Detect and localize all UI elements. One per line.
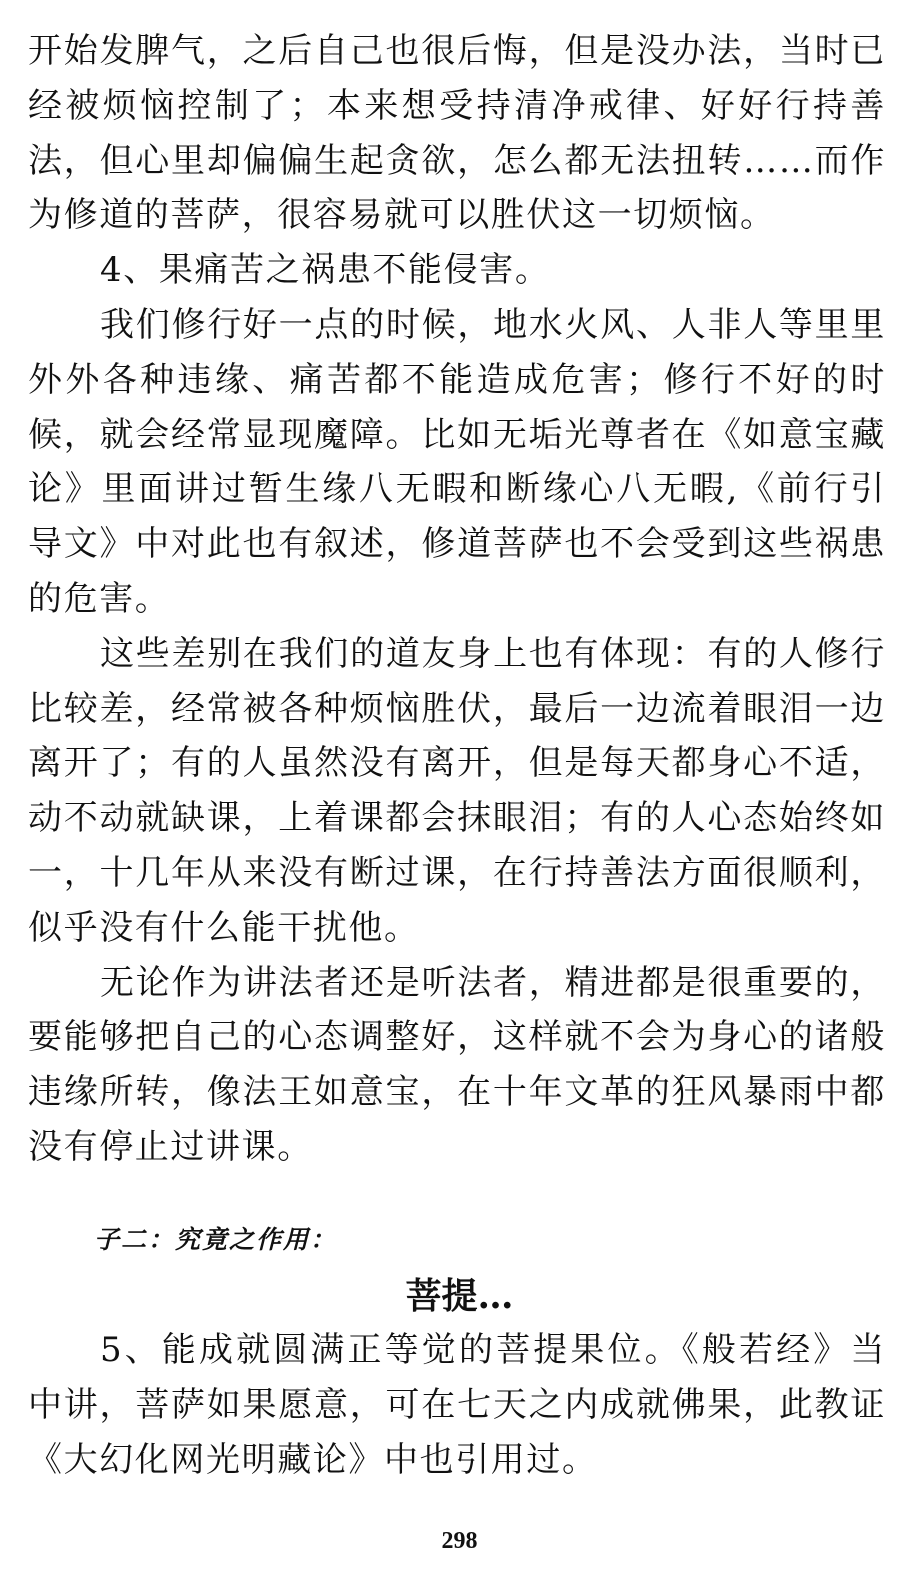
paragraph-1: 开始发脾气，之后自己也很后悔，但是没办法，当时已经被烦恼控制了；本来想受持清净戒律、好好行持善法，但心里却偏偏生起贪欲，怎么都无法扭转……而作为修道的菩萨，很容易就可以胜伏这一切烦恼。 <box>28 31 886 236</box>
section-5-body <box>28 1323 886 1487</box>
section-heading: 子二：究竟之作用： <box>94 1225 338 1254</box>
sub-heading: 菩提… <box>405 1275 514 1317</box>
paragraph-3: 这些差别在我们的道友身上也有体现：有的人修行比较差，经常被各种烦恼胜伏，最后一边流着眼泪一边离开了；有的人虽然没有离开，但是每天都身心不适，动不动就缺课，上着课都会抹眼泪；有的人心态始终如一，十几年从来没有断过课，在行持善法方面很顺利，似乎没有什么能干扰他。 <box>28 633 886 948</box>
book-page-body <box>28 24 886 1175</box>
paragraph-point-5: 5、能成就圆满正等觉的菩提果位。《般若经》当中讲，菩萨如果愿意，可在七天之内成就佛果，此教证《大幻化网光明藏论》中也引用过。 <box>28 1330 886 1480</box>
paragraph-point-4: 4、果痛苦之祸患不能侵害。 <box>100 250 551 291</box>
paragraph-2: 我们修行好一点的时候，地水火风、人非人等里里外外各种违缘、痛苦都不能造成危害；修行不好的时候，就会经常显现魔障。比如无垢光尊者在《如意宝藏论》里面讲过暂生缘八无暇和断缘心八无暇,《前行引导文》中对此也有叙述，修道菩萨也不会受到这些祸患的危害。 <box>28 304 886 619</box>
paragraph-4: 无论作为讲法者还是听法者，精进都是很重要的，要能够把自己的心态调整好，这样就不会为身心的诸般违缘所转，像法王如意宝，在十年文革的狂风暴雨中都没有停止过讲课。 <box>28 962 886 1167</box>
page-number: 298 <box>441 1528 478 1554</box>
